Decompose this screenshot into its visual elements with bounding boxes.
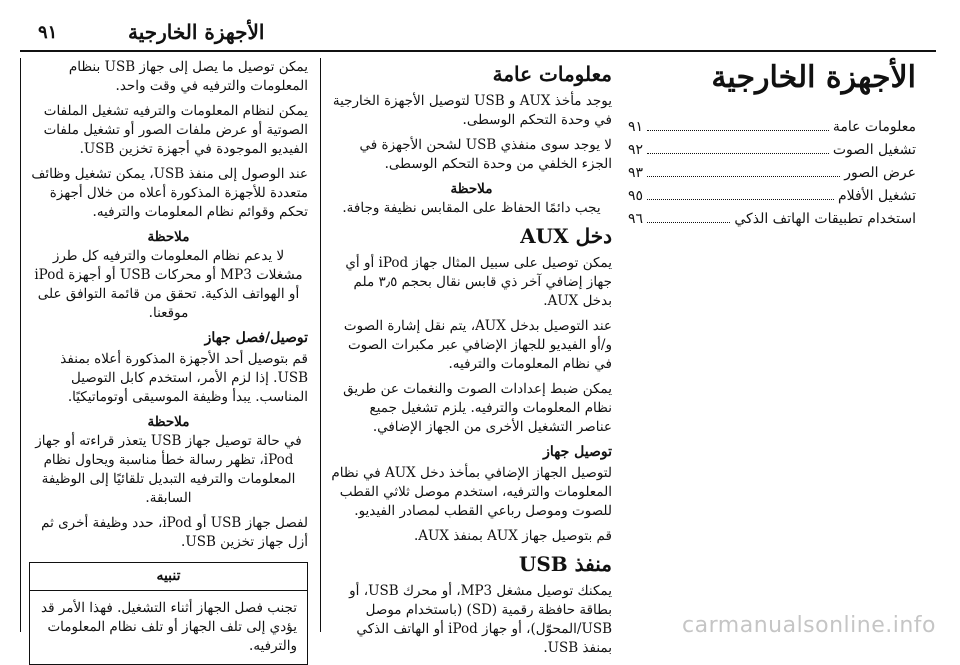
warning-box bbox=[29, 562, 308, 665]
toc-label: عرض الصور bbox=[844, 165, 916, 181]
paragraph: يمكن توصيل على سبيل المثال جهاز iPod أو أي جهاز إضافي آخر ذي قابس نقال بحجم ٣٫٥ ملم بدخل AUX. bbox=[345, 255, 612, 309]
chapter-title: الأجهزة الخارجية bbox=[711, 60, 916, 95]
warning-heading: تنبيه bbox=[30, 563, 307, 591]
aux-heading: دخل AUX bbox=[520, 224, 612, 248]
toc-page: ٩١ bbox=[628, 119, 644, 135]
general-info-heading: معلومات عامة bbox=[492, 62, 612, 86]
connect-device-heading: توصيل جهاز bbox=[543, 444, 612, 460]
toc-label: تشغيل الصوت bbox=[832, 142, 916, 158]
toc-page: ٩٣ bbox=[628, 165, 644, 181]
paragraph: قم بتوصيل جهاز AUX بمنفذ AUX. bbox=[413, 528, 612, 544]
left-column bbox=[20, 58, 308, 654]
toc-page: ٩٦ bbox=[628, 211, 644, 227]
connect-disconnect-heading: توصيل/فصل جهاز bbox=[204, 330, 308, 346]
toc-leader bbox=[647, 120, 829, 131]
toc-page: ٩٢ bbox=[628, 142, 644, 158]
paragraph: عند الوصول إلى منفذ USB، يمكن تشغيل وظائف متعددة للأجهزة المذكورة أعلاه من خلال أجهزة تحكم وقوائم نظام المعلومات والترفيه. bbox=[31, 166, 308, 220]
toc-leader bbox=[647, 212, 730, 223]
toc-leader bbox=[647, 166, 840, 177]
warning-body: تجنب فصل الجهاز أثناء التشغيل. فهذا الأمر قد يؤدي إلى تلف الجهاز أو تلف نظام المعلومات والترفيه. bbox=[41, 600, 297, 654]
paragraph: يمكن ضبط إعدادات الصوت والنغمات عن طريق نظام المعلومات والترفيه. يلزم تشغيل جميع عناصر التشغيل الأخرى من الجهاز الإضافي. bbox=[343, 381, 612, 435]
paragraph: لتوصيل الجهاز الإضافي بمأخذ دخل AUX في نظام المعلومات والترفيه، استخدم موصل ثلاثي القطب للصوت وموصل رباعي القطب لمصادر الفيديو. bbox=[331, 465, 612, 519]
table-of-contents bbox=[628, 118, 916, 229]
paragraph: يمكن لنظام المعلومات والترفيه تشغيل الملفات الصوتية أو عرض ملفات الصور أو تشغيل ملفات الفيديو الموجودة في أجهزة تخزين USB. bbox=[43, 103, 308, 157]
toc-label: معلومات عامة bbox=[832, 119, 916, 135]
toc-item[interactable] bbox=[628, 210, 916, 229]
toc-label: استخدام تطبيقات الهاتف الذكي bbox=[734, 211, 916, 227]
toc-leader bbox=[647, 143, 829, 154]
paragraph: يوجد مأخذ AUX و USB لتوصيل الأجهزة الخارجية في وحدة التحكم الوسطى. bbox=[332, 93, 612, 128]
note-body: في حالة توصيل جهاز USB يتعذر قراءته أو جهاز iPod، تظهر رسالة خطأ مناسبة ويحاول نظام المعلومات والترفيه التبديل تلقائيًا إلى الوظيفة السابقة. bbox=[35, 433, 302, 506]
paragraph: يمكن توصيل ما يصل إلى جهاز USB بنظام المعلومات والترفيه في وقت واحد. bbox=[68, 59, 308, 94]
toc-item[interactable] bbox=[628, 141, 916, 160]
paragraph: لفصل جهاز USB أو iPod، حدد وظيفة أخرى ثم أزل جهاز تخزين USB. bbox=[41, 515, 308, 550]
page-number: ٩١ bbox=[38, 22, 58, 43]
toc-item[interactable] bbox=[628, 164, 916, 183]
note-heading: ملاحظة bbox=[147, 414, 190, 430]
note-body: لا يدعم نظام المعلومات والترفيه كل طرز مشغلات MP3 أو محركات USB أو أجهزة iPod أو الهواتف الذكية. تحقق من قائمة التوافق على موقعنا. bbox=[34, 248, 303, 321]
toc-item[interactable] bbox=[628, 187, 916, 206]
toc-item[interactable] bbox=[628, 118, 916, 137]
paragraph: لا يوجد سوى منفذي USB لشحن الأجهزة في الجزء الخلفي من وحدة التحكم الوسطى. bbox=[359, 137, 612, 172]
usb-heading: منفذ USB bbox=[518, 552, 612, 576]
toc-page: ٩٥ bbox=[628, 188, 644, 204]
page-header bbox=[20, 10, 936, 52]
paragraph: يمكنك توصيل مشغل MP3، أو محرك USB، أو بطاقة حافظة رقمية (SD) (باستخدام موصل USB/المحوّل)، أو جهاز iPod أو الهاتف الذكي بمنفذ USB. bbox=[349, 583, 612, 656]
header-section-title: الأجهزة الخارجية bbox=[128, 20, 265, 44]
toc-label: تشغيل الأفلام bbox=[837, 188, 916, 204]
middle-column bbox=[320, 58, 612, 656]
right-column bbox=[628, 58, 916, 632]
note-heading: ملاحظة bbox=[147, 229, 190, 245]
toc-leader bbox=[647, 189, 834, 200]
watermark: carmanualsonline.info bbox=[682, 613, 936, 638]
note-body: يجب دائمًا الحفاظ على المقابس نظيفة وجافة. bbox=[342, 200, 601, 216]
note-heading: ملاحظة bbox=[450, 181, 493, 197]
paragraph: عند التوصيل بدخل AUX، يتم نقل إشارة الصوت و/أو الفيديو للجهاز الإضافي عبر مكبرات الصوت في نظام المعلومات والترفيه. bbox=[343, 318, 612, 372]
paragraph: قم بتوصيل أحد الأجهزة المذكورة أعلاه بمنفذ USB. إذا لزم الأمر، استخدم كابل التوصيل المناسب. يبدأ وظيفة الموسيقى أوتوماتيكيًا. bbox=[60, 351, 308, 405]
